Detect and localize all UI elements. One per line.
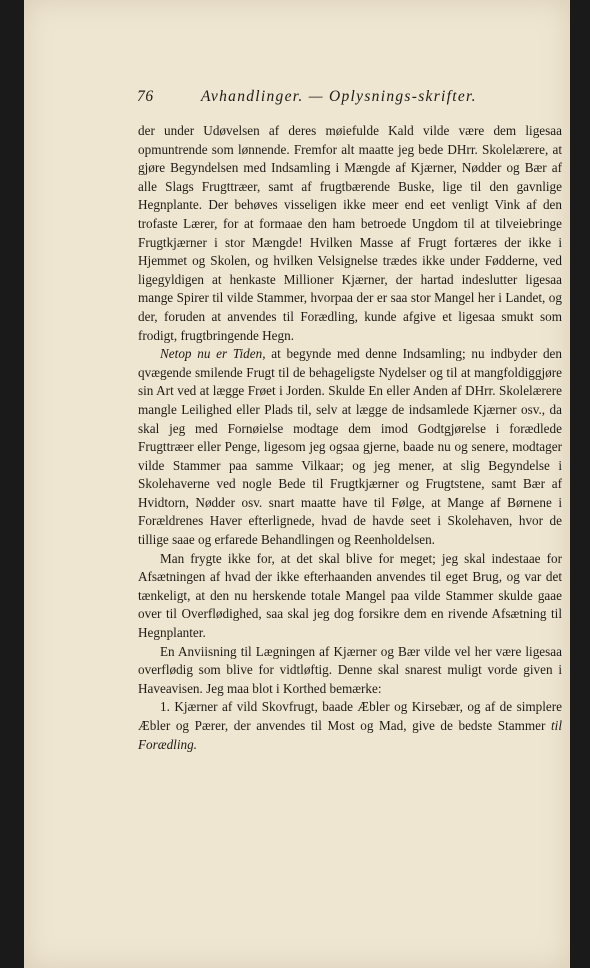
running-title: Avhandlinger. — Oplysnings-skrifter. [201, 88, 477, 105]
paragraph-4-text: En Anviisning til Lægningen af Kjærner og Bær vilde vel her være ligesaa overflødig som blive for vidtløftig. Denne skal snarest muligt vorde given i Haveavisen. Jeg maa blot i Korthed bemærke: [138, 643, 562, 696]
paragraph-3-text: Man frygte ikke for, at det skal blive for meget; jeg skal indestaae for Afsætningen af hvad der ikke efterhaanden anvendes til eget Brug, og var det tænkeligt, at den nu herskende totale Mangel paa vilde Stammer skulde gaae over til Overflødighed, saa skal jeg dog forsikre dem en rivende Afsætning til Hegnplanter. [138, 550, 562, 641]
paragraph-1 [138, 122, 562, 345]
paragraph-2-lead-italic: Netop nu er Tiden, [160, 346, 266, 362]
paragraph-2 [138, 345, 562, 550]
page-number: 76 [137, 88, 154, 105]
paragraph-4 [138, 643, 562, 699]
paragraph-1-text: der under Udøvelsen af deres møiefulde Kald vilde være dem ligesaa opmuntrende som lønnende. Fremfor alt maatte jeg bede DHrr. Skolelærere, at gjøre Begyndelsen med Indsamling i Mængde af Kjærner, Nødder og Bær af alle Slags Frugttræer, samt af frugtbærende Buske, lige til den gavnlige Hegnplante. Der behøves visseligen ikke meer end eet venligt Vink af den trofaste Lærer, for at formaae den ham betroede Ungdom til at tilveiebringe Frugtkjærner i stor Mængde! Hvilken Masse af Frugt fortæres der ikke i Hjemmet og Skolen, og hvilken Velsignelse trædes ikke under Fødderne, ved ligegyldigen at henkaste Millioner Kjærner, der hartad indeslutter ligesaa mange Spirer til vilde Stammer, hvorpaa der er saa stor Mangel her i Landet, og der, foruden at anvendes til Forædling, kunde afgive et ligesaa smukt som frodigt, frugtbringende Hegn. [138, 123, 562, 343]
paragraph-5-trail-italic: til Forædling. [138, 718, 562, 752]
book-page [24, 0, 570, 968]
paragraph-5-text: 1. Kjærner af vild Skovfrugt, baade Æbler og Kirsebær, og af de simplere Æbler og Pærer, der anvendes til Most og Mad, give de bedste Stammer [138, 699, 562, 733]
body-text [138, 122, 562, 754]
paragraph-3 [138, 550, 562, 643]
page-header [137, 88, 537, 110]
paragraph-5 [138, 698, 562, 754]
paragraph-2-text: at begynde med denne Indsamling; nu indbyder den qvægende smilende Frugt til de behageligste Nydelser og til at mangfoldiggjøre sin Art ved at lægge Frøet i Jorden. Skulde En eller Anden af DHrr. Skolelærere mangle Leilighed eller Plads til, selv at lægge de indsamlede Kjærner osv., da skal jeg med Fornøielse modtage dem imod Godtgjørelse i forædlede Frugttræer eller Penge, ligesom jeg ogsaa gjerne, baade nu og senere, modtager vilde Stammer paa samme Vilkaar; og jeg mener, at slig Begyndelse i Skolehaverne ved nogle Bede til Frugtkjærner og Frugtstene, samt Bær af Hvidtorn, Nødder osv. snart maatte have til Følge, at Mange af Børnene i Forældrenes Haver efterlignede, hvad de havde seet i Skolehaven, hvor de tillige saae og erfarede Behandlingen og Reenholdelsen. [138, 346, 563, 548]
